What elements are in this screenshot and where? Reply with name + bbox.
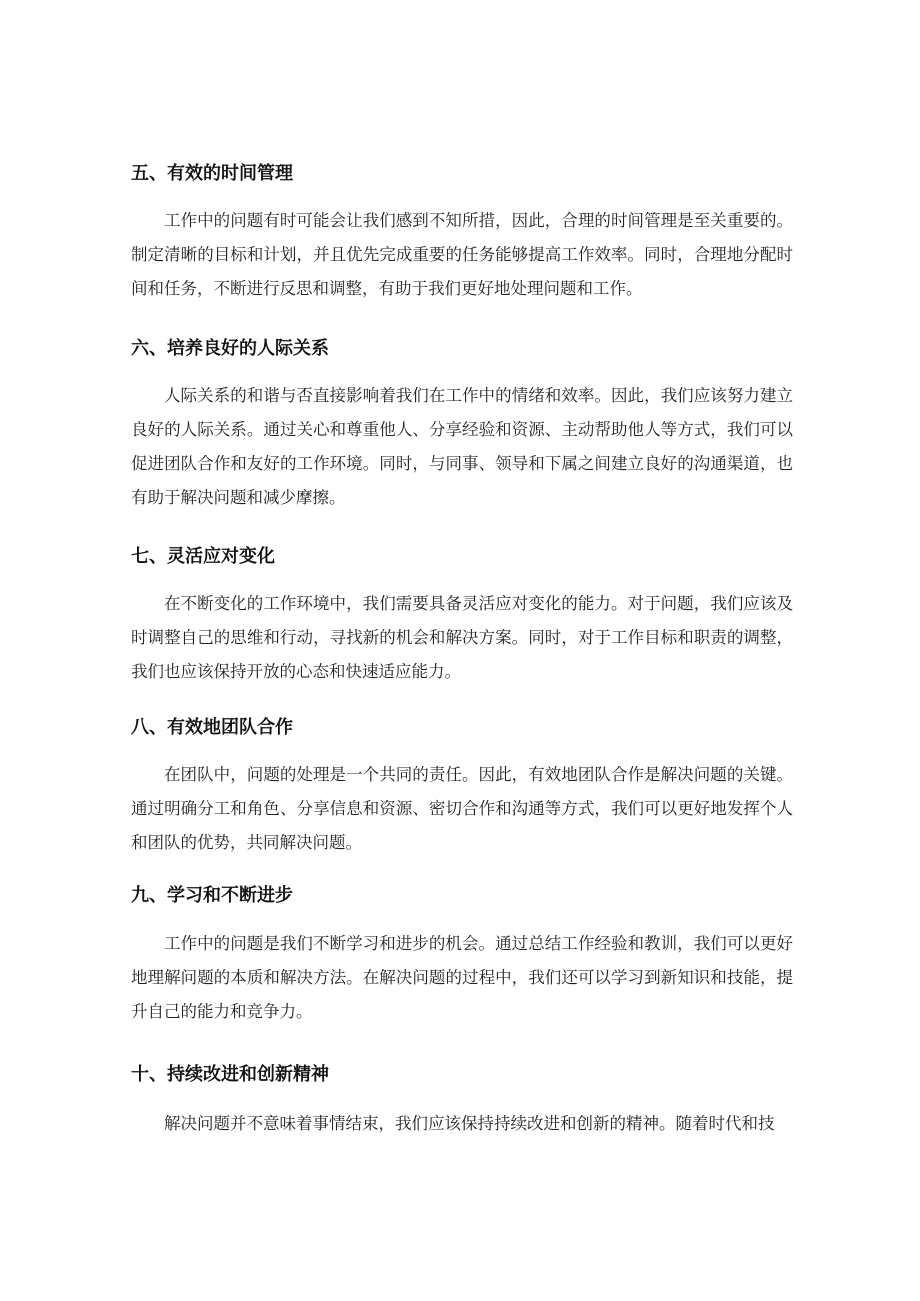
- section-body-10: 解决问题并不意味着事情结束，我们应该保持持续改进和创新的精神。随着时代和技: [164, 1114, 775, 1133]
- section-body-9: 工作中的问题是我们不断学习和进步的机会。通过总结工作经验和教训，我们可以更好地理解问题的本质和解决方法。在解决问题的过程中，我们还可以学习到新知识和技能，提升自己的能力和竞争力。: [131, 934, 793, 1021]
- section-heading-9: 九、学习和不断进步: [131, 885, 293, 906]
- section-heading-6: 六、培养良好的人际关系: [131, 338, 329, 359]
- section-body-7: 在不断变化的工作环境中，我们需要具备灵活应对变化的能力。对于问题，我们应该及时调整自己的思维和行动，寻找新的机会和解决方案。同时，对于工作目标和职责的调整，我们也应该保持开放的心态和快速适应能力。: [131, 594, 793, 681]
- section-heading-7: 七、灵活应对变化: [131, 546, 275, 567]
- section-body-5: 工作中的问题有时可能会让我们感到不知所措，因此，合理的时间管理是至关重要的。制定清晰的目标和计划，并且优先完成重要的任务能够提高工作效率。同时，合理地分配时间和任务，不断进行反思和调整，有助于我们更好地处理问题和工作。: [131, 211, 793, 298]
- section-heading-5: 五、有效的时间管理: [131, 163, 293, 184]
- section-body-6: 人际关系的和谐与否直接影响着我们在工作中的情绪和效率。因此，我们应该努力建立良好的人际关系。通过关心和尊重他人、分享经验和资源、主动帮助他人等方式，我们可以促进团队合作和友好的工作环境。同时，与同事、领导和下属之间建立良好的沟通渠道，也有助于解决问题和减少摩擦。: [131, 386, 793, 507]
- section-heading-10: 十、持续改进和创新精神: [131, 1064, 329, 1085]
- section-heading-8: 八、有效地团队合作: [131, 717, 293, 738]
- section-body-8: 在团队中，问题的处理是一个共同的责任。因此，有效地团队合作是解决问题的关键。通过明确分工和角色、分享信息和资源、密切合作和沟通等方式，我们可以更好地发挥个人和团队的优势，共同解决问题。: [131, 765, 793, 852]
